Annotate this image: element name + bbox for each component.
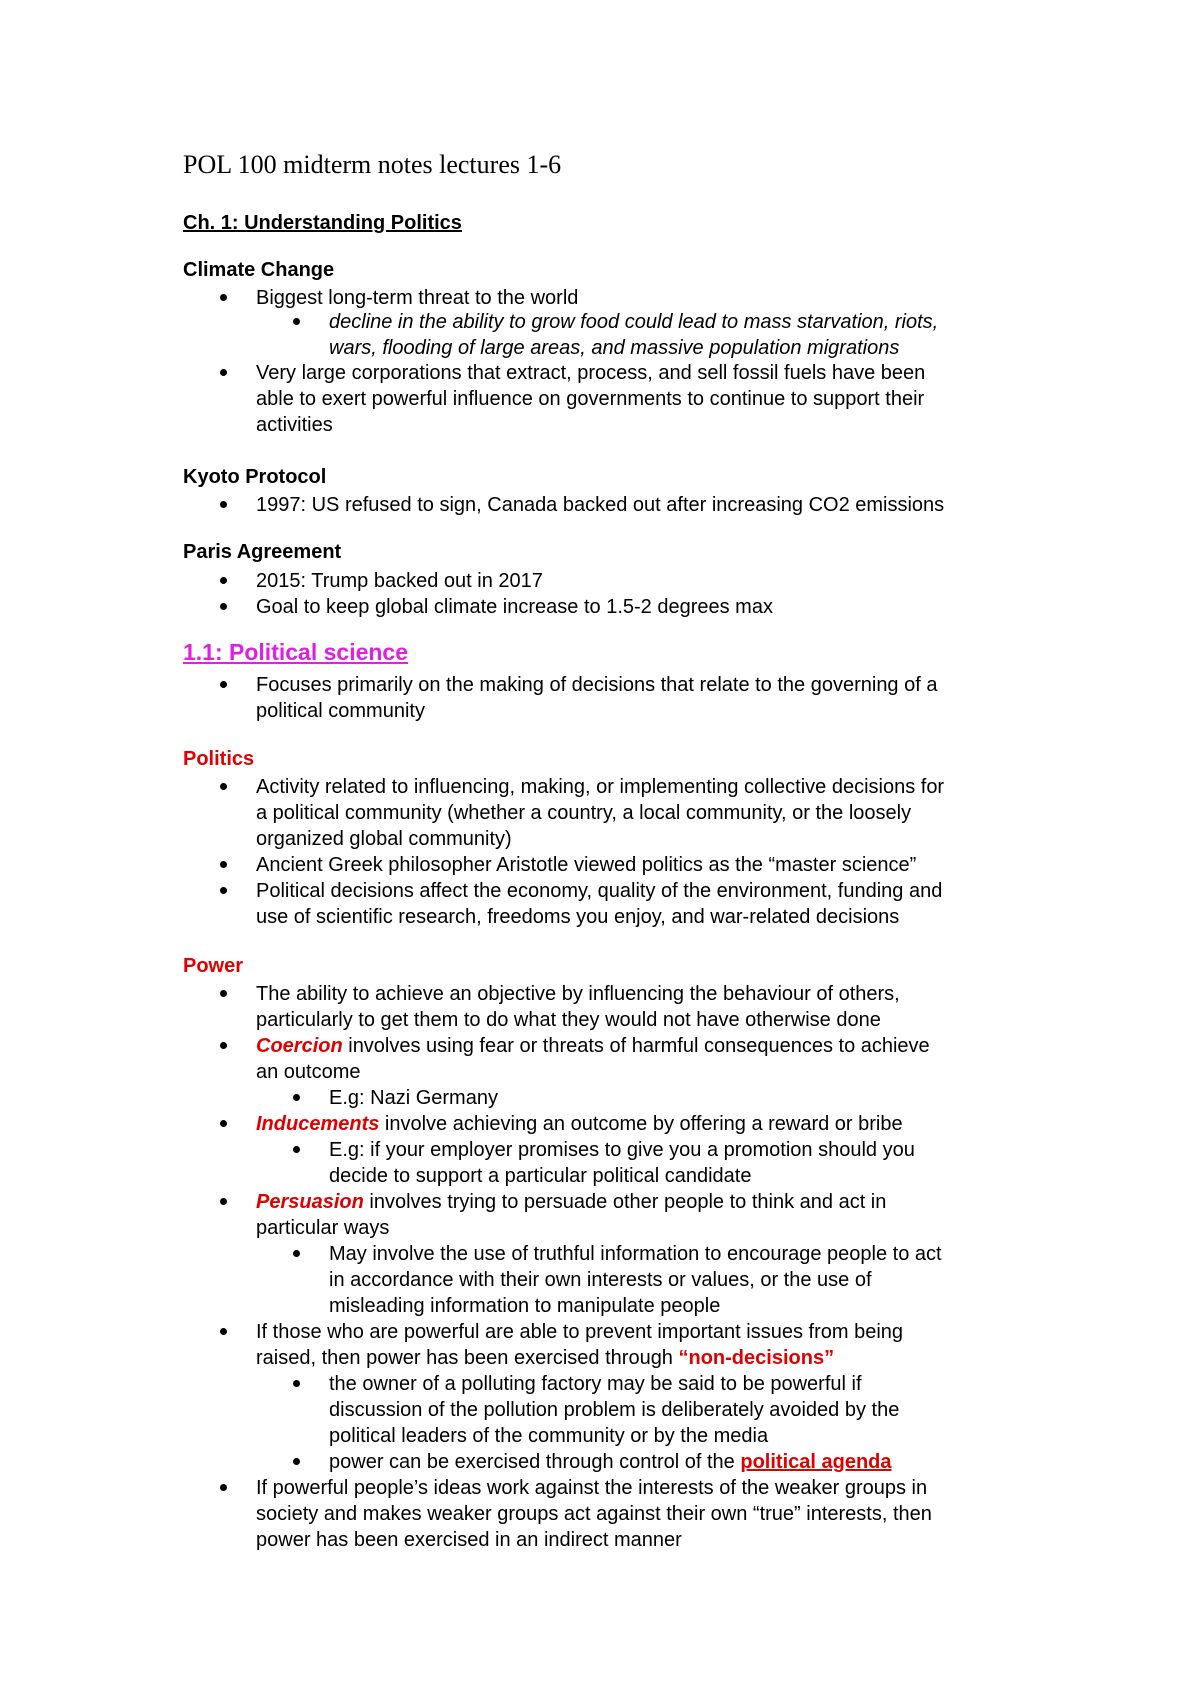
politics-heading: Politics xyxy=(183,748,255,770)
bullet-icon xyxy=(293,1146,300,1153)
persuasion-term: Persuasion xyxy=(256,1191,364,1213)
bullet-icon xyxy=(220,294,227,301)
bullet-icon xyxy=(293,1380,300,1387)
non-decisions-term: “non-decisions” xyxy=(678,1347,835,1369)
chapter-heading: Ch. 1: Understanding Politics xyxy=(183,212,462,234)
persuasion-example-line-1: May involve the use of truthful information to encourage people to act xyxy=(329,1243,942,1265)
non-decisions-sub-1-line-1: the owner of a polluting factory may be said to be powerful if xyxy=(329,1373,862,1395)
paris-bullet-1: 2015: Trump backed out in 2017 xyxy=(256,570,543,592)
coercion-text: involves using fear or threats of harmful consequences to achieve xyxy=(342,1035,930,1057)
politics-bullet-3-line-2: use of scientific research, freedoms you enjoy, and war-related decisions xyxy=(256,906,900,928)
power-heading: Power xyxy=(183,955,244,977)
non-decisions-pre: raised, then power has been exercised through xyxy=(256,1347,679,1369)
non-decisions-sub-1-line-2: discussion of the pollution problem is deliberately avoided by the xyxy=(329,1399,900,1421)
climate-heading: Climate Change xyxy=(183,259,335,281)
bullet-icon xyxy=(220,369,227,376)
politics-bullet-2: Ancient Greek philosopher Aristotle viewed politics as the “master science” xyxy=(256,854,917,876)
persuasion-line-2: particular ways xyxy=(256,1217,390,1239)
political-agenda-pre: power can be exercised through control of the xyxy=(329,1451,741,1473)
persuasion-line-1 xyxy=(256,1189,886,1215)
bullet-icon xyxy=(220,861,227,868)
climate-sub-line-2: wars, flooding of large areas, and massive population migrations xyxy=(329,337,900,359)
bullet-icon xyxy=(220,603,227,610)
kyoto-heading: Kyoto Protocol xyxy=(183,466,327,488)
bullet-icon xyxy=(220,1328,227,1335)
document-title: POL 100 midterm notes lectures 1-6 xyxy=(183,150,562,179)
polsci-heading: 1.1: Political science xyxy=(183,639,409,665)
bullet-icon xyxy=(220,1484,227,1491)
bullet-icon xyxy=(220,990,227,997)
bullet-icon xyxy=(220,783,227,790)
paris-bullet-2: Goal to keep global climate increase to 1.5-2 degrees max xyxy=(256,596,773,618)
bullet-icon xyxy=(220,1198,227,1205)
bullet-icon xyxy=(220,1120,227,1127)
polsci-bullet-1-line-2: political community xyxy=(256,700,425,722)
inducements-term: Inducements xyxy=(256,1113,380,1135)
politics-bullet-1-line-1: Activity related to influencing, making, or implementing collective decisions for xyxy=(256,776,945,798)
climate-bullet-1: Biggest long-term threat to the world xyxy=(256,287,579,309)
bullet-icon xyxy=(220,1042,227,1049)
persuasion-example-line-3: misleading information to manipulate people xyxy=(329,1295,721,1317)
coercion-example: E.g: Nazi Germany xyxy=(329,1087,498,1109)
climate-bullet-2-line-1: Very large corporations that extract, process, and sell fossil fuels have been xyxy=(256,362,926,384)
politics-bullet-1-line-2: a political community (whether a country, a local community, or the loosely xyxy=(256,802,912,824)
bullet-icon xyxy=(293,1094,300,1101)
bullet-icon xyxy=(220,681,227,688)
kyoto-bullet-1: 1997: US refused to sign, Canada backed out after increasing CO2 emissions xyxy=(256,494,945,516)
political-agenda-term: political agenda xyxy=(740,1451,892,1473)
non-decisions-sub-1-line-3: political leaders of the community or by the media xyxy=(329,1425,769,1447)
bullet-icon xyxy=(220,577,227,584)
climate-sub-line-1: decline in the ability to grow food could lead to mass starvation, riots, xyxy=(329,311,939,333)
inducements-line-1 xyxy=(256,1111,903,1137)
paris-heading: Paris Agreement xyxy=(183,541,342,563)
power-last-line-2: society and makes weaker groups act against their own “true” interests, then xyxy=(256,1503,932,1525)
inducements-example-line-1: E.g: if your employer promises to give you a promotion should you xyxy=(329,1139,915,1161)
power-last-line-1: If powerful people’s ideas work against the interests of the weaker groups in xyxy=(256,1477,928,1499)
bullet-icon xyxy=(293,318,300,325)
climate-bullet-2-line-2: able to exert powerful influence on governments to continue to support their xyxy=(256,388,925,410)
non-decisions-line-1: If those who are powerful are able to prevent important issues from being xyxy=(256,1321,904,1343)
bullet-icon xyxy=(220,887,227,894)
persuasion-example-line-2: in accordance with their own interests or values, or the use of xyxy=(329,1269,872,1291)
politics-bullet-3-line-1: Political decisions affect the economy, quality of the environment, funding and xyxy=(256,880,943,902)
persuasion-text: involves trying to persuade other people to think and act in xyxy=(363,1191,887,1213)
coercion-line-2: an outcome xyxy=(256,1061,361,1083)
climate-bullet-2-line-3: activities xyxy=(256,414,333,436)
coercion-line-1 xyxy=(256,1033,930,1059)
power-bullet-1-line-1: The ability to achieve an objective by influencing the behaviour of others, xyxy=(256,983,900,1005)
power-last-line-3: power has been exercised in an indirect manner xyxy=(256,1529,682,1551)
politics-bullet-1-line-3: organized global community) xyxy=(256,828,512,850)
non-decisions-line-2 xyxy=(256,1345,834,1371)
bullet-icon xyxy=(293,1458,300,1465)
power-bullet-1-line-2: particularly to get them to do what they would not have otherwise done xyxy=(256,1009,881,1031)
coercion-term: Coercion xyxy=(256,1035,343,1057)
non-decisions-sub-2 xyxy=(329,1449,892,1475)
bullet-icon xyxy=(293,1250,300,1257)
inducements-example-line-2: decide to support a particular political candidate xyxy=(329,1165,752,1187)
bullet-icon xyxy=(220,501,227,508)
inducements-text: involve achieving an outcome by offering a reward or bribe xyxy=(379,1113,903,1135)
polsci-bullet-1-line-1: Focuses primarily on the making of decisions that relate to the governing of a xyxy=(256,674,938,696)
